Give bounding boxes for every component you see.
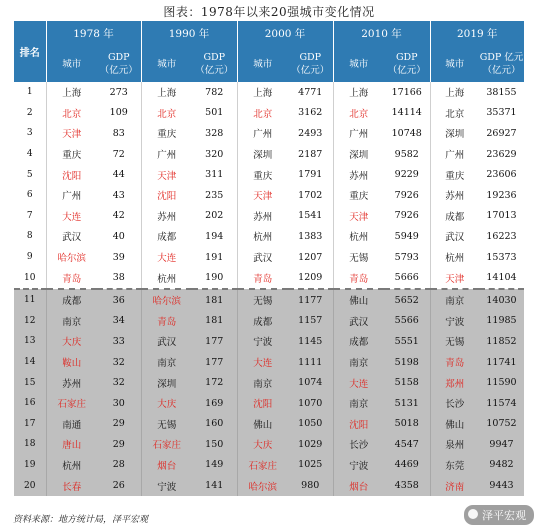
gdp-cell: 109: [109, 107, 128, 119]
gdp-cell: 190: [205, 272, 224, 284]
gdp-cell: 3162: [298, 107, 323, 119]
city-cell: 南京: [430, 289, 479, 311]
gdp-cell: 328: [205, 127, 224, 139]
gdp-cell: 2493: [298, 127, 323, 139]
gdp-header: GDP 亿元 （亿元）: [479, 46, 524, 82]
rank-cell: 19: [14, 455, 46, 476]
year-header: 2000 年: [237, 21, 333, 46]
city-cell: 大连: [333, 372, 384, 393]
rank-cell: 2: [26, 107, 33, 118]
city-cell: 唐山: [46, 434, 97, 455]
rank-cell: 8: [26, 231, 33, 242]
rank-header: 排名: [14, 21, 46, 82]
gdp-cell: 1111: [288, 352, 333, 373]
city-cell: 南京: [141, 352, 192, 373]
city-cell: 上海: [430, 82, 479, 103]
gdp-cell: 1070: [288, 393, 333, 414]
table-row: [14, 331, 524, 352]
gdp-cell: 7926: [394, 189, 419, 201]
city-cell: 佛山: [237, 414, 288, 435]
city-cell: 南京: [333, 393, 384, 414]
gdp-cell: 235: [205, 189, 224, 201]
gdp-cell: 177: [192, 331, 237, 352]
table-row: [14, 434, 524, 455]
gdp-cell: 42: [112, 210, 125, 222]
gdp-cell: 11590: [479, 372, 524, 393]
gdp-cell: 181: [192, 311, 237, 332]
city-cell: 上海: [141, 82, 192, 103]
gdp-cell: 39: [112, 251, 125, 263]
city-cell: 重庆: [46, 144, 97, 165]
gdp-cell: 5158: [384, 372, 430, 393]
gdp-cell: 83: [112, 127, 125, 139]
city-cell: 重庆: [333, 185, 384, 206]
city-cell: 上海: [46, 82, 97, 103]
gdp-cell: 5198: [384, 352, 430, 373]
city-cell: 天津: [430, 267, 479, 289]
city-cell: 南京: [333, 352, 384, 373]
city-cell: 鞍山: [46, 352, 97, 373]
city-cell: 宁波: [237, 331, 288, 352]
gdp-cell: 1177: [288, 289, 333, 311]
gdp-cell: 11852: [479, 331, 524, 352]
watermark-text: 泽平宏观: [482, 509, 526, 522]
gdp-cell: 1157: [288, 311, 333, 332]
gdp-cell: 1050: [288, 414, 333, 435]
table-row: [14, 414, 524, 435]
city-cell: 北京: [430, 103, 479, 124]
city-cell: 沈阳: [46, 164, 97, 185]
rank-cell: 10: [24, 272, 36, 283]
gdp-cell: 15373: [486, 251, 517, 263]
gdp-cell: 5018: [384, 414, 430, 435]
gdp-cell: 1207: [298, 251, 323, 263]
city-cell: 武汉: [430, 226, 479, 247]
city-cell: 武汉: [141, 331, 192, 352]
gdp-cell: 1702: [298, 189, 323, 201]
gdp-cell: 11985: [479, 311, 524, 332]
rank-cell: 12: [14, 311, 46, 332]
city-cell: 杭州: [141, 267, 192, 289]
gdp-cell: 30: [97, 393, 141, 414]
city-cell: 苏州: [237, 206, 288, 227]
city-cell: 长沙: [333, 434, 384, 455]
gdp-cell: 172: [192, 372, 237, 393]
city-cell: 重庆: [141, 123, 192, 144]
city-cell: 哈尔滨: [237, 475, 288, 496]
city-cell: 北京: [333, 103, 384, 124]
rank-cell: 5: [26, 169, 33, 180]
city-cell: 大庆: [237, 434, 288, 455]
city-header: 城市: [430, 46, 479, 82]
header-row-years: [14, 21, 524, 46]
city-cell: 泉州: [430, 434, 479, 455]
gdp-cell: 150: [192, 434, 237, 455]
city-cell: 上海: [237, 82, 288, 103]
watermark-badge: [464, 505, 534, 525]
city-cell: 长沙: [430, 393, 479, 414]
rank-cell: 13: [14, 331, 46, 352]
gdp-cell: 2187: [298, 148, 323, 160]
gdp-cell: 1074: [288, 372, 333, 393]
gdp-cell: 26: [97, 475, 141, 496]
year-header: 1978 年: [46, 21, 141, 46]
city-cell: 广州: [430, 144, 479, 165]
city-header: 城市: [237, 46, 288, 82]
gdp-cell: 149: [192, 455, 237, 476]
city-cell: 烟台: [333, 475, 384, 496]
gdp-cell: 44: [112, 169, 125, 181]
gdp-cell: 43: [112, 189, 125, 201]
rank-cell: 18: [14, 434, 46, 455]
city-cell: 成都: [237, 311, 288, 332]
city-cell: 重庆: [237, 164, 288, 185]
gdp-cell: 782: [205, 86, 224, 98]
city-cell: 石家庄: [141, 434, 192, 455]
gdp-cell: 11741: [479, 352, 524, 373]
rank-cell: 1: [26, 87, 33, 98]
gdp-cell: 9482: [479, 455, 524, 476]
table-row: [14, 311, 524, 332]
gdp-cell: 5551: [384, 331, 430, 352]
gdp-cell: 1029: [288, 434, 333, 455]
gdp-cell: 19236: [486, 189, 517, 201]
rank-cell: 15: [14, 372, 46, 393]
header-row-columns: [14, 46, 524, 82]
city-cell: 沈阳: [141, 185, 192, 206]
city-cell: 深圳: [141, 372, 192, 393]
gdp-cell: 9582: [394, 148, 419, 160]
table-row: [14, 144, 524, 165]
city-cell: 大庆: [46, 331, 97, 352]
city-cell: 天津: [237, 185, 288, 206]
gdp-cell: 7926: [394, 210, 419, 222]
gdp-cell: 4771: [298, 86, 323, 98]
city-cell: 上海: [333, 82, 384, 103]
city-cell: 北京: [46, 103, 97, 124]
gdp-cell: 311: [205, 169, 224, 181]
gdp-cell: 10748: [391, 127, 422, 139]
gdp-cell: 32: [97, 372, 141, 393]
rank-cell: 6: [26, 190, 33, 201]
city-cell: 青岛: [237, 267, 288, 289]
gdp-cell: 10752: [479, 414, 524, 435]
table-row: [14, 82, 524, 103]
city-cell: 大连: [237, 352, 288, 373]
city-cell: 青岛: [430, 352, 479, 373]
gdp-cell: 1209: [298, 272, 323, 284]
city-cell: 无锡: [237, 289, 288, 311]
gdp-cell: 14104: [486, 272, 517, 284]
city-cell: 杭州: [237, 226, 288, 247]
city-cell: 无锡: [430, 331, 479, 352]
gdp-cell: 40: [112, 230, 125, 242]
city-cell: 深圳: [237, 144, 288, 165]
city-cell: 沈阳: [333, 414, 384, 435]
city-cell: 东莞: [430, 455, 479, 476]
city-cell: 成都: [430, 206, 479, 227]
table-row: [14, 372, 524, 393]
gdp-cell: 23606: [486, 169, 517, 181]
rank-cell: 3: [26, 128, 33, 139]
gdp-header: GDP （亿元）: [97, 46, 141, 82]
city-cell: 杭州: [430, 247, 479, 268]
city-cell: 苏州: [141, 206, 192, 227]
gdp-cell: 191: [205, 251, 224, 263]
rank-cell: 20: [14, 475, 46, 496]
table-row: [14, 267, 524, 289]
table-row: [14, 247, 524, 268]
year-header: 2010 年: [333, 21, 430, 46]
gdp-cell: 5566: [384, 311, 430, 332]
city-cell: 苏州: [46, 372, 97, 393]
gdp-cell: 5131: [384, 393, 430, 414]
city-cell: 武汉: [46, 226, 97, 247]
city-cell: 成都: [141, 226, 192, 247]
table-row: [14, 123, 524, 144]
year-header: 2019 年: [430, 21, 524, 46]
gdp-cell: 29: [97, 434, 141, 455]
rank-cell: 17: [14, 414, 46, 435]
city-cell: 深圳: [430, 123, 479, 144]
city-cell: 大连: [141, 247, 192, 268]
gdp-cell: 194: [205, 230, 224, 242]
city-cell: 济南: [430, 475, 479, 496]
table-row: [14, 455, 524, 476]
gdp-cell: 17013: [486, 210, 517, 222]
city-cell: 深圳: [333, 144, 384, 165]
gdp-cell: 1025: [288, 455, 333, 476]
city-cell: 烟台: [141, 455, 192, 476]
city-cell: 大连: [46, 206, 97, 227]
gdp-cell: 4358: [384, 475, 430, 496]
city-cell: 石家庄: [237, 455, 288, 476]
gdp-cell: 177: [192, 352, 237, 373]
gdp-cell: 32: [97, 352, 141, 373]
gdp-cell: 5949: [394, 230, 419, 242]
gdp-cell: 14030: [479, 289, 524, 311]
city-cell: 南京: [46, 311, 97, 332]
city-cell: 宁波: [430, 311, 479, 332]
city-cell: 石家庄: [46, 393, 97, 414]
gdp-cell: 38155: [486, 86, 517, 98]
gdp-cell: 141: [192, 475, 237, 496]
rank-cell: 11: [14, 289, 46, 311]
table-row: [14, 393, 524, 414]
city-cell: 广州: [46, 185, 97, 206]
city-header: 城市: [46, 46, 97, 82]
gdp-cell: 1145: [288, 331, 333, 352]
city-cell: 沈阳: [237, 393, 288, 414]
gdp-cell: 1383: [298, 230, 323, 242]
gdp-cell: 38: [112, 272, 125, 284]
city-cell: 无锡: [141, 414, 192, 435]
city-cell: 宁波: [333, 455, 384, 476]
gdp-cell: 9947: [479, 434, 524, 455]
gdp-cell: 1791: [298, 169, 323, 181]
city-cell: 青岛: [46, 267, 97, 289]
gdp-cell: 34: [97, 311, 141, 332]
gdp-cell: 5652: [384, 289, 430, 311]
gdp-cell: 36: [97, 289, 141, 311]
city-cell: 重庆: [430, 164, 479, 185]
city-cell: 武汉: [237, 247, 288, 268]
year-header: 1990 年: [141, 21, 237, 46]
gdp-cell: 11574: [479, 393, 524, 414]
city-cell: 成都: [333, 331, 384, 352]
table-row: [14, 352, 524, 373]
gdp-cell: 33: [97, 331, 141, 352]
city-cell: 北京: [237, 103, 288, 124]
city-cell: 长春: [46, 475, 97, 496]
table-row: [14, 226, 524, 247]
gdp-cell: 980: [288, 475, 333, 496]
city-cell: 佛山: [333, 289, 384, 311]
city-cell: 郑州: [430, 372, 479, 393]
city-cell: 南通: [46, 414, 97, 435]
source-note: 资料来源：地方统计局，泽平宏观: [13, 515, 149, 525]
city-cell: 广州: [333, 123, 384, 144]
gdp-cell: 5666: [394, 272, 419, 284]
gdp-cell: 16223: [486, 230, 517, 242]
gdp-cell: 26927: [486, 127, 517, 139]
gdp-cell: 1541: [298, 210, 323, 222]
city-cell: 杭州: [46, 455, 97, 476]
gdp-cell: 273: [109, 86, 128, 98]
gdp-cell: 17166: [391, 86, 422, 98]
city-header: 城市: [333, 46, 384, 82]
gdp-ranking-table: [14, 21, 524, 496]
city-cell: 无锡: [333, 247, 384, 268]
gdp-header: GDP （亿元）: [288, 46, 333, 82]
city-cell: 天津: [46, 123, 97, 144]
gdp-header: GDP （亿元）: [384, 46, 430, 82]
gdp-cell: 29: [97, 414, 141, 435]
gdp-cell: 169: [192, 393, 237, 414]
city-cell: 哈尔滨: [46, 247, 97, 268]
gdp-cell: 4547: [384, 434, 430, 455]
wechat-icon: [468, 509, 478, 519]
gdp-cell: 9229: [394, 169, 419, 181]
table-row: [14, 185, 524, 206]
gdp-cell: 5793: [394, 251, 419, 263]
city-cell: 哈尔滨: [141, 289, 192, 311]
city-cell: 青岛: [333, 267, 384, 289]
table-body: [14, 82, 524, 496]
gdp-cell: 160: [192, 414, 237, 435]
city-cell: 成都: [46, 289, 97, 311]
rank-cell: 9: [26, 252, 33, 263]
table-row: [14, 206, 524, 227]
city-cell: 广州: [141, 144, 192, 165]
gdp-cell: 23629: [486, 148, 517, 160]
table-title: 图表：1978年以来20强城市变化情况: [163, 5, 375, 19]
gdp-cell: 202: [205, 210, 224, 222]
city-cell: 天津: [141, 164, 192, 185]
gdp-cell: 181: [192, 289, 237, 311]
city-cell: 宁波: [141, 475, 192, 496]
city-cell: 武汉: [333, 311, 384, 332]
gdp-cell: 35371: [486, 107, 517, 119]
city-cell: 广州: [237, 123, 288, 144]
city-cell: 杭州: [333, 226, 384, 247]
city-cell: 天津: [333, 206, 384, 227]
table-row: [14, 164, 524, 185]
city-cell: 青岛: [141, 311, 192, 332]
gdp-cell: 72: [112, 148, 125, 160]
city-cell: 佛山: [430, 414, 479, 435]
rank-cell: 14: [14, 352, 46, 373]
gdp-cell: 4469: [384, 455, 430, 476]
gdp-cell: 14114: [391, 107, 422, 119]
table-row: [14, 475, 524, 496]
rank-cell: 7: [26, 210, 33, 221]
table-row: [14, 103, 524, 124]
city-cell: 南京: [237, 372, 288, 393]
gdp-cell: 9443: [479, 475, 524, 496]
gdp-cell: 501: [205, 107, 224, 119]
city-cell: 大庆: [141, 393, 192, 414]
gdp-header: GDP （亿元）: [192, 46, 237, 82]
table-row: [14, 289, 524, 311]
gdp-cell: 320: [205, 148, 224, 160]
rank-cell: 4: [26, 149, 33, 160]
city-header: 城市: [141, 46, 192, 82]
city-cell: 北京: [141, 103, 192, 124]
rank-cell: 16: [14, 393, 46, 414]
city-cell: 苏州: [430, 185, 479, 206]
city-cell: 苏州: [333, 164, 384, 185]
gdp-cell: 28: [97, 455, 141, 476]
